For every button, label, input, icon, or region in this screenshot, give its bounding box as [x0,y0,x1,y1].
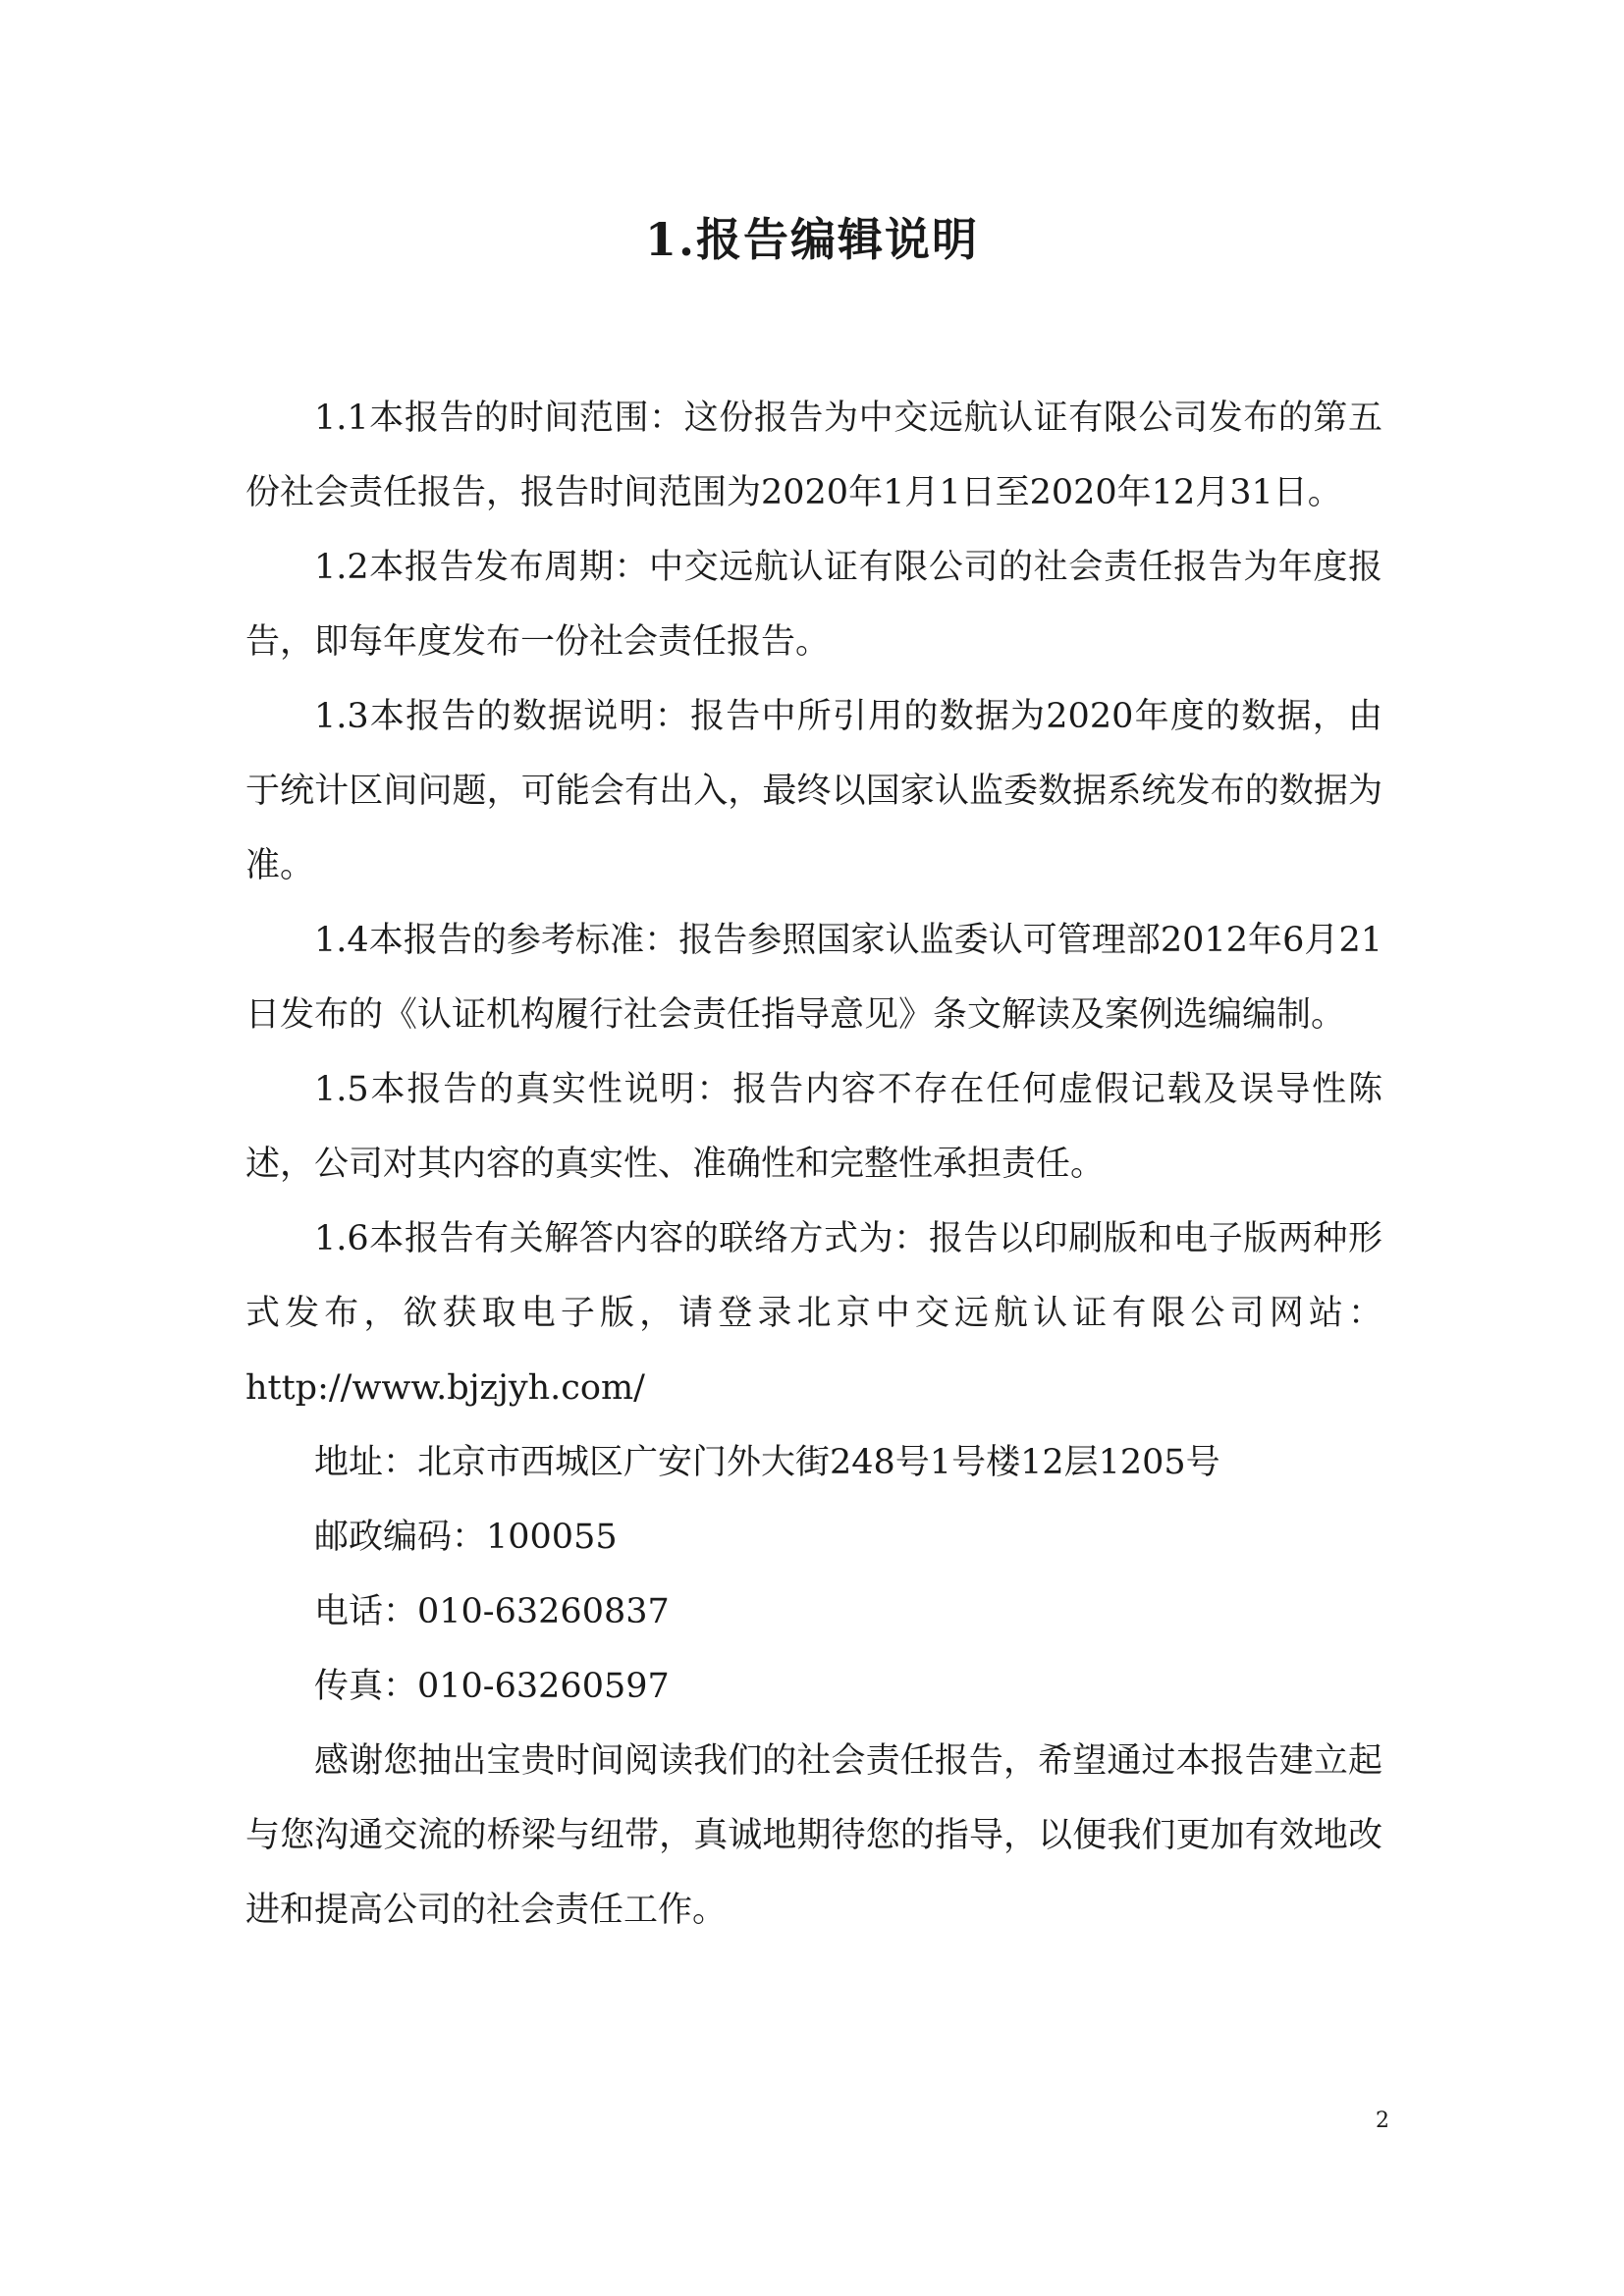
contact-phone: 电话：010-63260837 [314,1592,670,1631]
paragraph-authenticity: 1.5本报告的真实性说明：报告内容不存在任何虚假记载及误导性陈述，公司对其内容的真实性、准确性和完整性承担责任。 [245,1070,1382,1184]
paragraph-time-range: 1.1本报告的时间范围：这份报告为中交远航认证有限公司发布的第五份社会责任报告，报告时间范围为2020年1月1日至2020年12月31日。 [245,399,1382,512]
paragraph-contact-method: 1.6本报告有关解答内容的联络方式为：报告以印刷版和电子版两种形式发布，欲获取电子版，请登录北京中交远航认证有限公司网站：http://www.bjzjyh.com/ [245,1219,1382,1408]
paragraph-closing: 感谢您抽出宝贵时间阅读我们的社会责任报告，希望通过本报告建立起与您沟通交流的桥梁与纽带，真诚地期待您的指导，以便我们更加有效地改进和提高公司的社会责任工作。 [245,1741,1382,1930]
page-title: 1.报告编辑说明 [644,213,980,266]
paragraph-publish-cycle: 1.2本报告发布周期：中交远航认证有限公司的社会责任报告为年度报告，即每年度发布一份社会责任报告。 [245,548,1382,662]
paragraph-reference-standard: 1.4本报告的参考标准：报告参照国家认监委认可管理部2012年6月21日发布的《认证机构履行社会责任指导意见》条文解读及案例选编编制。 [245,921,1382,1035]
contact-fax: 传真：010-63260597 [314,1667,670,1706]
paragraph-data-description: 1.3本报告的数据说明：报告中所引用的数据为2020年度的数据，由于统计区间问题，可能会有出入，最终以国家认监委数据系统发布的数据为准。 [245,697,1382,885]
report-body [245,381,1382,1948]
page-number: 2 [1376,2109,1389,2133]
contact-address: 地址：北京市西城区广安门外大街248号1号楼12层1205号 [314,1443,1220,1482]
contact-postcode: 邮政编码：100055 [314,1518,618,1557]
